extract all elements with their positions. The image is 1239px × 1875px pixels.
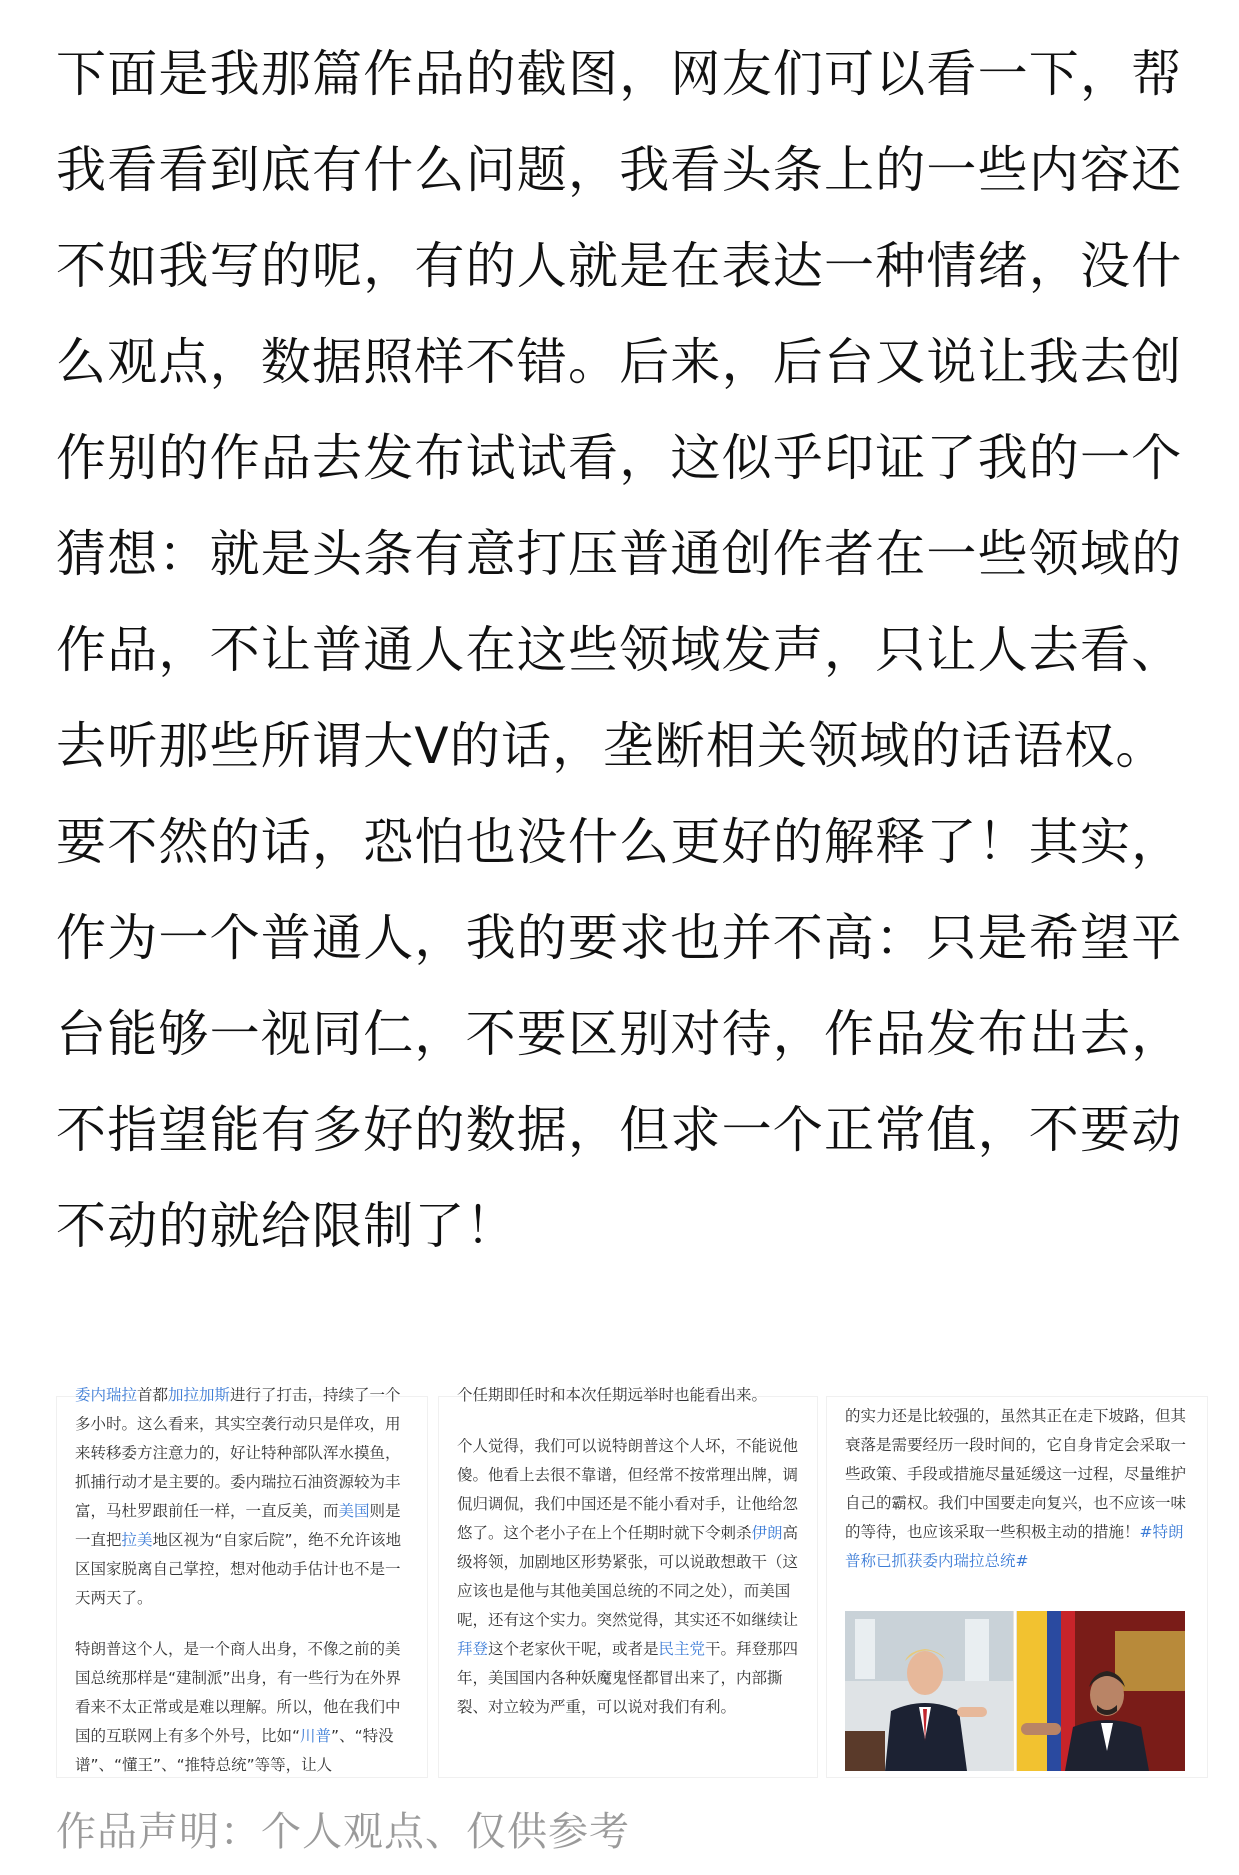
link-biden[interactable]: 拜登 bbox=[457, 1640, 489, 1658]
screenshot-text bbox=[827, 1402, 1207, 1576]
link-usa[interactable]: 美国 bbox=[338, 1502, 370, 1520]
article-body bbox=[56, 0, 1196, 1274]
screenshot-text bbox=[57, 1381, 427, 1780]
link-caracas[interactable]: 加拉加斯 bbox=[168, 1386, 231, 1404]
screenshot-thumbnail-2[interactable] bbox=[438, 1386, 818, 1778]
footer-disclaimer: 作品声明：个人观点、仅供参考 bbox=[56, 1809, 630, 1855]
link-democratic-party[interactable]: 民主党 bbox=[658, 1640, 706, 1658]
photo-left-scene bbox=[845, 1611, 1013, 1771]
link-trump[interactable]: 川普 bbox=[300, 1727, 332, 1745]
screenshot-text bbox=[439, 1381, 817, 1722]
link-venezuela[interactable]: 委内瑞拉 bbox=[75, 1386, 138, 1404]
photo-right-scene bbox=[1017, 1611, 1185, 1771]
article-paragraph: 下面是我那篇作品的截图，网友们可以看一下，帮我看看到底有什么问题，我看头条上的一些内容还不如我写的呢，有的人就是在表达一种情绪，没什么观点，数据照样不错。后来，后台又说让我去创作别的作品去发布试试看，这似乎印证了我的一个猜想：就是头条有意打压普通创作者在一些领域的作品，不让普通人在这些领域发声，只让人去看、去听那些所谓大V的话，垄断相关领域的话语权。要不然的话，恐怕也没什么更好的解释了！其实，作为一个普通人，我的要求也并不高：只是希望平台能够一视同仁，不要区别对待，作品发布出去，不指望能有多好的数据，但求一个正常值，不要动不动的就给限制了！ bbox=[56, 45, 1183, 1255]
screenshot-thumbnail-1[interactable] bbox=[56, 1386, 428, 1778]
link-latin-america[interactable]: 拉美 bbox=[121, 1531, 153, 1549]
screenshot-paragraph: 委内瑞拉首都加拉加斯进行了打击，持续了一个多小时。这么看来，其实空袭行动只是佯攻，用来转移委方注意力的，好让特种部队浑水摸鱼，抓捕行动才是主要的。委内瑞拉石油资源较为丰富，马杜罗跟前任一样，一直反美，而美国则是一直把拉美地区视为“自家后院”，绝不允许该地区国家脱离自己掌控，想对他动手估计也不是一天两天了。 bbox=[75, 1386, 402, 1607]
screenshot-paragraph: 的实力还是比较强的，虽然其正在走下坡路，但其衰落是需要经历一段时间的，它自身肯定会采取一些政策、手段或措施尽量延缓这一过程，尽量维护自己的霸权。我们中国要走向复兴，也不应该一味的等待，也应该采取一些积极主动的措施！#特朗普称已抓获委内瑞拉总统# bbox=[845, 1407, 1187, 1570]
hashtag-link[interactable]: #特朗普称已抓获委内瑞拉总统# bbox=[845, 1523, 1184, 1570]
screenshot-paragraph: 特朗普这个人，是一个商人出身，不像之前的美国总统那样是“建制派”出身，有一些行为在外界看来不太正常或是难以理解。所以，他在我们中国的互联网上有多个外号，比如“川普”、“特没谱”、“懂王”、“推特总统”等等，让人 bbox=[75, 1640, 402, 1774]
screenshot-paragraph: 个任期即任时和本次任期远举时也能看出来。 bbox=[457, 1386, 768, 1404]
screenshot-thumbnail-3[interactable] bbox=[826, 1396, 1208, 1778]
screenshot-paragraph: 个人觉得，我们可以说特朗普这个人坏，不能说他傻。他看上去很不靠谱，但经常不按常理出牌，调侃归调侃，我们中国还是不能小看对手，让他给忽悠了。这个老小子在上个任期时就下令刺杀伊朗高级将领，加剧地区形势紧张，可以说敢想敢干（这应该也是他与其他美国总统的不同之处），而美国呢，还有这个实力。突然觉得，其实还不如继续让拜登这个老家伙干呢，或者是民主党干。拜登那四年，美国国内各种妖魔鬼怪都冒出来了，内部撕裂、对立较为严重，可以说对我们有利。 bbox=[457, 1437, 799, 1716]
news-photo bbox=[845, 1611, 1185, 1771]
link-iran[interactable]: 伊朗 bbox=[751, 1524, 783, 1542]
screenshot-gallery bbox=[56, 1386, 1206, 1776]
